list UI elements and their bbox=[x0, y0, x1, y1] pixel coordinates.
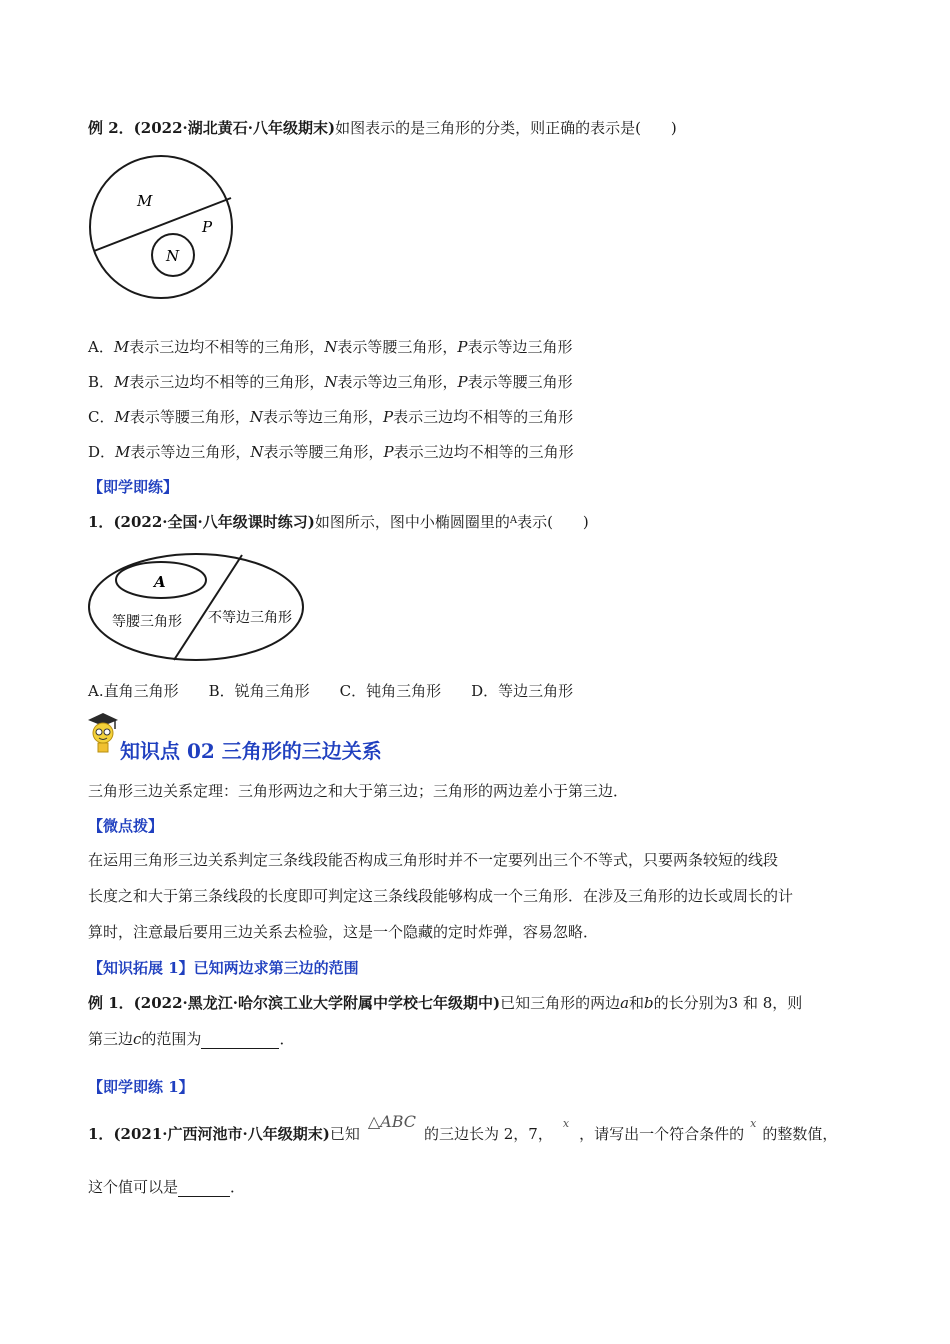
label-a: A bbox=[154, 573, 166, 591]
example2-source: (2022·湖北黄石·八年级期末) bbox=[133, 119, 336, 137]
classification-circle-figure bbox=[86, 150, 246, 300]
example1-source: (2022·黑龙江·哈尔滨工业大学附属中学校七年级期中) bbox=[133, 994, 501, 1012]
var-x: x bbox=[562, 1117, 570, 1130]
var-c: c bbox=[133, 1030, 142, 1048]
outer-ellipse bbox=[89, 554, 303, 660]
var-a: a bbox=[620, 994, 630, 1012]
tip-line-3: 算时，注意最后要用三边关系去检验，这是一个隐藏的定时炸弹，容易忽略． bbox=[88, 923, 599, 941]
example1-line-2 bbox=[88, 1029, 294, 1049]
practice1-question-post: 表示( ) bbox=[517, 513, 589, 531]
tip-tag: 【微点拨】 bbox=[88, 817, 164, 835]
var-m: M bbox=[114, 373, 130, 391]
tip-line-2: 长度之和大于第三条线段的长度即可判定这三条线段能够构成一个三角形．在涉及三角形的边长或周长的计 bbox=[88, 887, 794, 905]
practice2-text: 这个值可以是 bbox=[88, 1178, 179, 1196]
practice1-tag: 【即学即练】 bbox=[88, 478, 179, 496]
practice2-tag: 【即学即练 1】 bbox=[88, 1078, 194, 1096]
practice2-line-1 bbox=[88, 1112, 838, 1146]
var-m: M bbox=[113, 338, 130, 356]
practice1-number: 1． bbox=[88, 513, 114, 531]
example1-line-1 bbox=[88, 993, 802, 1013]
option-text: 表示等边三角形， bbox=[337, 373, 458, 391]
extension-tag: 【知识拓展 1】已知两边求第三边的范围 bbox=[88, 959, 359, 977]
option-b bbox=[88, 372, 573, 392]
option-letter: A． bbox=[88, 338, 114, 356]
scholar-mascot-icon bbox=[86, 711, 120, 755]
option-text: 表示等边三角形 bbox=[467, 338, 573, 356]
example2-question-text: 如图表示的是三角形的分类，则正确的表示是( ) bbox=[335, 119, 677, 137]
label-isosceles: 等腰三角形 bbox=[112, 614, 182, 630]
var-p: P bbox=[383, 443, 394, 461]
option-letter: D． bbox=[88, 443, 116, 461]
option-text: 表示三边均不相等的三角形 bbox=[393, 443, 574, 461]
var-n: N bbox=[324, 373, 338, 391]
practice2-source: (2021·广西河池市·八年级期末) bbox=[113, 1125, 330, 1143]
option-letter: C． bbox=[88, 408, 115, 426]
practice2-line-2 bbox=[88, 1177, 245, 1197]
var-p: P bbox=[383, 408, 394, 426]
label-scalene: 不等边三角形 bbox=[208, 610, 292, 626]
practice1-options bbox=[88, 681, 603, 701]
option-c bbox=[88, 407, 573, 427]
label-n: N bbox=[166, 247, 180, 265]
practice1-symbol: A bbox=[509, 515, 518, 526]
option-text: 表示等边三角形， bbox=[262, 408, 383, 426]
example1-text: ． bbox=[279, 1030, 295, 1048]
tip-line-1: 在运用三角形三边关系判定三条线段能否构成三角形时并不一定要列出三个不等式，只要两条较短的线段 bbox=[88, 851, 779, 869]
option-text: 表示三边均不相等的三角形， bbox=[129, 373, 325, 391]
answer-blank[interactable] bbox=[201, 1032, 279, 1049]
practice1-source: (2022·全国·八年级课时练习) bbox=[113, 513, 315, 531]
theorem-text: 三角形三边关系定理：三角形两边之和大于第三边；三角形的两边差小于第三边． bbox=[88, 782, 629, 800]
practice1-question-pre: 如图所示，图中小椭圆圈里的 bbox=[314, 513, 510, 531]
practice2-number: 1． bbox=[88, 1125, 114, 1143]
option-text: 表示等腰三角形， bbox=[129, 408, 250, 426]
var-b: b bbox=[644, 994, 654, 1012]
var-x: x bbox=[750, 1117, 757, 1130]
option-letter: B． bbox=[88, 373, 115, 391]
answer-blank[interactable] bbox=[178, 1180, 230, 1197]
practice2-text: 已知 bbox=[329, 1125, 360, 1143]
triangle-abc: △ABC bbox=[367, 1112, 416, 1131]
ellipse-classification-figure bbox=[86, 550, 310, 664]
option-text: 表示等腰三角形， bbox=[263, 443, 384, 461]
example1-text: 已知三角形的两边 bbox=[500, 994, 621, 1012]
var-p: P bbox=[457, 373, 468, 391]
label-p: P bbox=[202, 218, 213, 236]
option-text: 表示等腰三角形， bbox=[337, 338, 458, 356]
option-d bbox=[88, 442, 574, 462]
practice1-option-d: D．等边三角形 bbox=[471, 682, 574, 700]
example1-text: 和 bbox=[629, 994, 645, 1012]
ellipse-divider bbox=[174, 555, 242, 660]
option-text: 表示三边均不相等的三角形， bbox=[129, 338, 325, 356]
example1-text: 第三边 bbox=[88, 1030, 134, 1048]
practice1-option-b: B．锐角三角形 bbox=[208, 682, 310, 700]
option-text: 表示等边三角形， bbox=[130, 443, 251, 461]
option-a bbox=[88, 337, 572, 357]
option-text: 表示三边均不相等的三角形 bbox=[393, 408, 574, 426]
var-n: N bbox=[324, 338, 338, 356]
example1-label: 例 1． bbox=[88, 994, 134, 1012]
var-m: M bbox=[115, 443, 131, 461]
practice2-text: 的三边长为 2，7， bbox=[424, 1125, 553, 1143]
example1-text: 的长分别为3 和 8，则 bbox=[653, 994, 803, 1012]
example2-question bbox=[88, 118, 677, 138]
var-m: M bbox=[114, 408, 130, 426]
practice1-option-a: A.直角三角形 bbox=[88, 682, 179, 700]
example1-text: 的范围为 bbox=[141, 1030, 202, 1048]
practice2-text: ． bbox=[230, 1178, 246, 1196]
var-p: P bbox=[457, 338, 468, 356]
example2-label: 例 2． bbox=[88, 119, 134, 137]
practice2-text: 的整数值， bbox=[762, 1125, 838, 1143]
knowledge-point-title: 知识点 02 三角形的三边关系 bbox=[120, 739, 382, 763]
label-m: M bbox=[137, 192, 153, 210]
var-n: N bbox=[250, 443, 264, 461]
practice1-question bbox=[88, 511, 589, 532]
option-text: 表示等腰三角形 bbox=[467, 373, 573, 391]
practice1-option-c: C．钝角三角形 bbox=[339, 682, 442, 700]
var-n: N bbox=[249, 408, 263, 426]
practice2-text: ，请写出一个符合条件的 bbox=[579, 1125, 745, 1143]
